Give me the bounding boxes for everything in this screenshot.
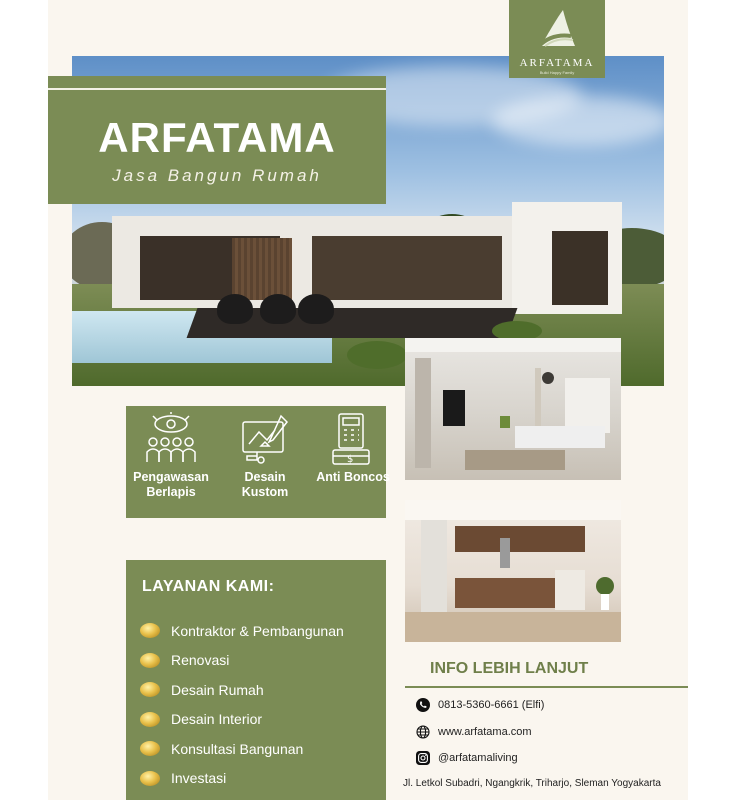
contact-phone[interactable]: [416, 698, 544, 712]
svg-text:$: $: [347, 454, 354, 465]
address: Jl. Letkol Subadri, Ngangkrik, Triharjo, Sleman Yogyakarta: [403, 778, 661, 789]
instagram-handle: @arfatamaliving: [438, 752, 518, 764]
info-divider: [405, 686, 688, 688]
brand-tagline: Jasa Bangun Rumah: [112, 166, 322, 185]
feature-label: Pengawasan Berlapis: [133, 470, 209, 499]
logo-text: ARFATAMA: [519, 57, 595, 69]
services-list: [140, 616, 344, 793]
living-room-photo: [405, 338, 621, 480]
service-label: Desain Interior: [171, 711, 263, 728]
service-item: [140, 646, 344, 676]
logo-subtext: Build Happy Family: [539, 70, 575, 75]
instagram-icon: [416, 751, 430, 765]
garden-shrub: [347, 341, 407, 369]
wood-panel: [232, 238, 292, 300]
calculator-money-icon: [325, 412, 381, 468]
gold-bullet-icon: [140, 623, 160, 638]
title-banner: [48, 76, 386, 204]
service-label: Desain Rumah: [171, 681, 264, 698]
title-divider: [48, 88, 386, 90]
patio-chair: [298, 294, 334, 324]
blueprint-icon: [237, 412, 293, 468]
sky-cloud: [492, 96, 664, 146]
services-panel: [126, 560, 386, 800]
patio-chair: [217, 294, 253, 324]
patio-chair: [260, 294, 296, 324]
globe-icon: [416, 725, 430, 739]
gold-bullet-icon: [140, 682, 160, 697]
brand-title: ARFATAMA: [98, 114, 336, 161]
service-item: [140, 705, 344, 735]
house-window: [552, 231, 608, 305]
service-item: [140, 764, 344, 794]
service-item: [140, 675, 344, 705]
feature-label: Anti Boncos: [316, 470, 390, 484]
services-heading: LAYANAN KAMI:: [142, 578, 275, 595]
gold-bullet-icon: [140, 712, 160, 727]
logo-badge: [509, 0, 605, 78]
feature-pengawasan: [128, 412, 214, 500]
kitchen-photo: [405, 500, 621, 642]
service-label: Investasi: [171, 770, 227, 787]
feature-anti-boncos: [310, 412, 396, 485]
service-label: Konsultasi Bangunan: [171, 740, 304, 757]
phone-icon: [416, 698, 430, 712]
website-link: www.arfatama.com: [438, 726, 532, 738]
features-panel: [126, 406, 390, 518]
service-item: [140, 616, 344, 646]
kitchen-illustration: [405, 500, 621, 642]
gold-bullet-icon: [140, 741, 160, 756]
service-label: Renovasi: [171, 652, 230, 669]
house-window: [312, 236, 502, 300]
phone-number: 0813-5360-6661 (Elfi): [438, 699, 545, 711]
logo-mountain-icon: [537, 6, 577, 50]
gold-bullet-icon: [140, 653, 160, 668]
service-item: [140, 734, 344, 764]
service-label: Kontraktor & Pembangunan: [171, 622, 344, 639]
living-room-illustration: [405, 338, 621, 480]
contact-website[interactable]: [416, 725, 532, 739]
info-heading: INFO LEBIH LANJUT: [430, 660, 589, 677]
feature-label: Desain Kustom: [241, 470, 289, 499]
team-oversight-icon: [143, 412, 199, 468]
gold-bullet-icon: [140, 771, 160, 786]
contact-instagram[interactable]: [416, 751, 518, 765]
feature-desain: [222, 412, 308, 500]
